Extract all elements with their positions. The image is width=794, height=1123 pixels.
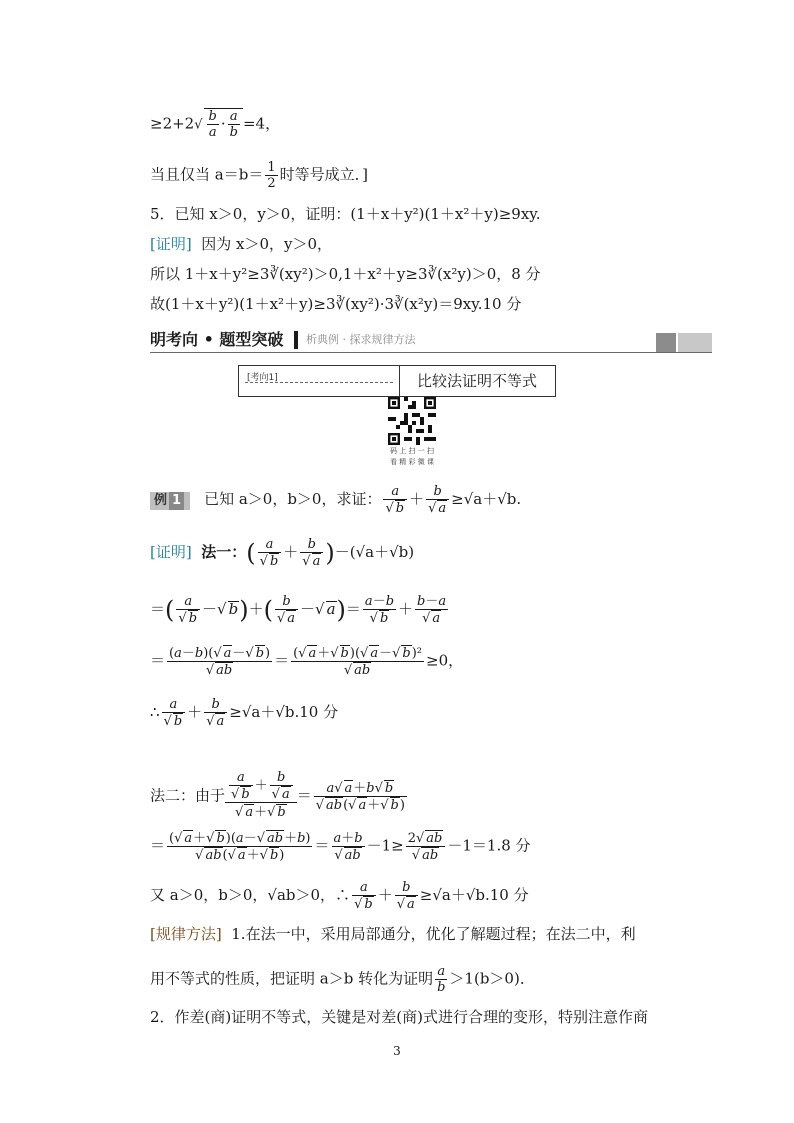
proof-label: [证明] — [150, 235, 192, 253]
section-decor-block-light — [678, 333, 712, 353]
qr-code-icon[interactable] — [388, 397, 436, 445]
section-subtitle: 析典例 · 探求规律方法 — [306, 333, 416, 346]
section-underline — [150, 352, 712, 353]
proof-label: [证明] — [150, 543, 192, 561]
topic-dash-line — [245, 382, 393, 383]
section-divider — [294, 331, 298, 349]
example-tag: 例 1 — [150, 492, 190, 510]
method1-line1: [证明] 法一：( $\frac{a}{√ b}$ ＋ $\frac{b}{√ a}$ )－(√a＋√b) — [150, 537, 415, 569]
method2-line3: 又 a＞0，b＞0，√ab＞0，∴ $\frac{a}{√ b}$ ＋ $\frac{b}{√ a}$ ≥√a＋√b.10 分 — [150, 880, 529, 912]
method2-line2: ＝ $\frac{(√ a+√ b)(a-√ ab+b)}{√ ab(√ a+√ b)}$ ＝ $\frac{a+b}{√ ab}$ －1≥ $\frac{2√ ab}{√ ab}$ －1＝1.8 分 — [150, 830, 531, 863]
problem5-proof-line3: 故(1＋x＋y²)(1＋x²＋y)≥3∛(xy²)·3∛(x²y)＝9xy.10 分 — [150, 295, 522, 313]
problem5-statement: 5．已知 x＞0，y＞0，证明：(1＋x＋y²)(1＋x²＋y)≥9xy. — [150, 205, 541, 223]
topic-title: 比较法证明不等式 — [416, 372, 537, 390]
top-line-2: 当且仅当 a＝b＝ $\frac{1}{2}$ 时等号成立．] — [150, 160, 368, 191]
topic-box — [238, 365, 556, 397]
qr-caption-2: 看 精 彩 微 课 — [390, 458, 434, 466]
topic-tag: [考向1] — [247, 373, 278, 383]
problem5-proof-line1: [证明] 因为 x＞0，y＞0， — [150, 235, 333, 253]
section-decor-block — [656, 333, 676, 353]
section-title: 明考向 • 题型突破 — [150, 330, 284, 349]
rules-label: [规律方法] — [150, 925, 222, 943]
method1-line2: ＝( $\frac{a}{√ b}$ －√ b)＋( $\frac{b}{√ a}$ －√ a)＝ $\frac{a-b}{√ b}$ ＋ $\frac{b-a}{√ a}$ — [150, 594, 447, 626]
qr-caption-1: 码 上 扫 一 扫 — [390, 447, 434, 455]
example1: 例 1 已知 a＞0，b＞0，求证： $\frac{a}{√ b}$ ＋ $\frac{b}{√ a}$ ≥√a＋√b. — [150, 484, 521, 516]
rules-line3: 2．作差(商)证明不等式，关键是对差(商)式进行合理的变形，特别注意作商 — [150, 1008, 648, 1026]
section-header — [150, 327, 712, 353]
top-line-1: ≥2+2√ $\frac{b}{a}$ · $\frac{a}{b}$ =4， — [150, 109, 281, 140]
method1-line3: ＝ $\frac{(a-b)(√ a-√ b)}{√ ab}$ ＝ $\frac{\text{(√ a＋√ b)(√ a－√ b)²}}{√ ab}$ ≥0， — [150, 646, 464, 678]
method2-line1: 法二：由于 $\frac{a}{√ b}$ ＋ $\frac{b}{√ a}$ √ a＋√ b ＝ $\frac{a√ a+b√ b}{√ ab(√ a+√ b)}$ — [150, 770, 405, 820]
problem5-proof-line2: 所以 1＋x＋y²≥3∛(xy²)＞0,1＋x²＋y≥3∛(x²y)＞0，8 分 — [150, 265, 541, 283]
rules-line2: 用不等式的性质，把证明 a＞b 转化为证明 $\frac{a}{b}$ ＞1(b＞0)． — [150, 964, 535, 995]
page-number: 3 — [393, 1044, 401, 1058]
method1-line4: ∴ $\frac{a}{√ b}$ ＋ $\frac{b}{√ a}$ ≥√a＋√b.10 分 — [150, 697, 339, 729]
rules-line1: [规律方法] 1.在法一中，采用局部通分，优化了解题过程；在法二中，利 — [150, 925, 636, 943]
topic-box-left — [239, 366, 400, 396]
